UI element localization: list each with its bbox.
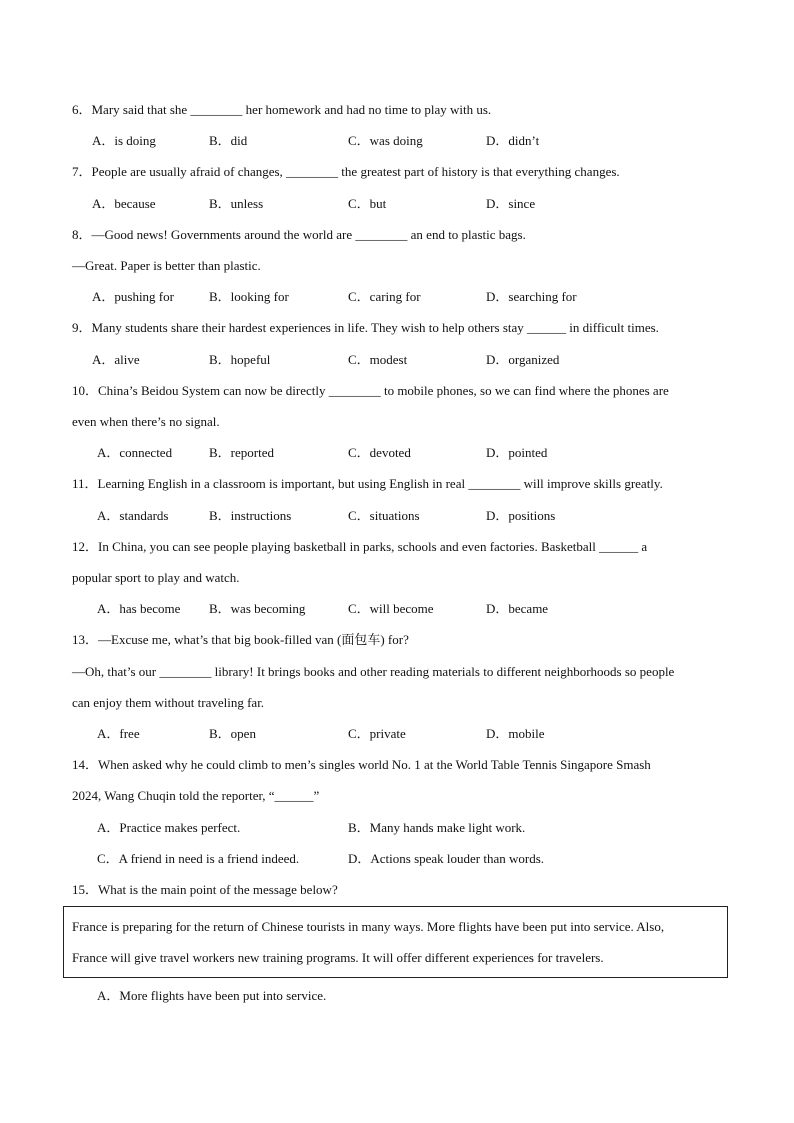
question-11-option-a: A．standards <box>97 508 169 523</box>
question-7-option-c: C．but <box>348 196 387 211</box>
question-14-option-b: B．Many hands make light work. <box>348 820 526 835</box>
passage-line-2: France will give travel workers new training programs. It will offer different experiences for travelers. <box>72 950 604 965</box>
question-7-option-a: A．because <box>92 196 156 211</box>
question-12-option-a: A．has become <box>97 601 181 616</box>
question-10-option-c: C．devoted <box>348 445 411 460</box>
question-8-option-d: D．searching for <box>486 289 577 304</box>
question-14-stem-line-2: 2024, Wang Chuqin told the reporter, “______” <box>72 788 320 803</box>
question-14-option-a: A．Practice makes perfect. <box>97 820 241 835</box>
question-7-option-b: B．unless <box>209 196 264 211</box>
question-8-option-a: A．pushing for <box>92 289 174 304</box>
question-15-stem: 15．What is the main point of the message below? <box>72 882 338 897</box>
question-13-stem-line-3: can enjoy them without traveling far. <box>72 695 265 710</box>
question-6-option-a: A．is doing <box>92 133 156 148</box>
question-11-option-d: D．positions <box>486 508 556 523</box>
question-11-option-b: B．instructions <box>209 508 292 523</box>
question-9-option-b: B．hopeful <box>209 352 271 367</box>
question-6-option-d: D．didn’t <box>486 133 540 148</box>
question-6-stem: 6．Mary said that she ________ her homework and had no time to play with us. <box>72 102 492 117</box>
question-11-option-c: C．situations <box>348 508 420 523</box>
question-9-stem: 9．Many students share their hardest experiences in life. They wish to help others stay ______ in difficult times. <box>72 320 659 335</box>
question-8-option-c: C．caring for <box>348 289 421 304</box>
question-14-stem: 14．When asked why he could climb to men’s singles world No. 1 at the World Table Tennis Singapore Smash <box>72 757 651 772</box>
question-7-stem: 7．People are usually afraid of changes, ________ the greatest part of history is that everything changes. <box>72 164 620 179</box>
passage-line-1: France is preparing for the return of Chinese tourists in many ways. More flights have been put into service. Also, <box>72 919 665 934</box>
question-7-option-d: D．since <box>486 196 536 211</box>
question-10-option-a: A．connected <box>97 445 173 460</box>
question-14-option-c: C．A friend in need is a friend indeed. <box>97 851 300 866</box>
question-12-option-b: B．was becoming <box>209 601 306 616</box>
question-10-stem: 10．China’s Beidou System can now be directly ________ to mobile phones, so we can find where the phones are <box>72 383 669 398</box>
question-13-stem: 13．—Excuse me, what’s that big book-filled van (面包车) for? <box>72 632 409 647</box>
question-10-stem-line-2: even when there’s no signal. <box>72 414 220 429</box>
question-13-option-a: A．free <box>97 726 140 741</box>
question-12-stem-line-2: popular sport to play and watch. <box>72 570 240 585</box>
question-6-option-b: B．did <box>209 133 248 148</box>
question-9-option-c: C．modest <box>348 352 408 367</box>
question-8-stem: 8．—Good news! Governments around the world are ________ an end to plastic bags. <box>72 227 526 242</box>
question-14-option-d: D．Actions speak louder than words. <box>348 851 545 866</box>
question-13-option-d: D．mobile <box>486 726 545 741</box>
question-9-option-a: A．alive <box>92 352 140 367</box>
question-15-option-a: A．More flights have been put into service. <box>97 988 327 1003</box>
question-12-option-d: D．became <box>486 601 549 616</box>
question-8-stem-line-2: —Great. Paper is better than plastic. <box>72 258 261 273</box>
question-10-option-b: B．reported <box>209 445 274 460</box>
question-9-option-d: D．organized <box>486 352 560 367</box>
passage-box <box>63 906 728 978</box>
question-8-option-b: B．looking for <box>209 289 289 304</box>
question-13-option-b: B．open <box>209 726 256 741</box>
question-12-option-c: C．will become <box>348 601 434 616</box>
question-13-stem-line-2: —Oh, that’s our ________ library! It brings books and other reading materials to different neighborhoods so people <box>72 664 675 679</box>
question-12-stem: 12．In China, you can see people playing basketball in parks, schools and even factories. Basketball ______ a <box>72 539 648 554</box>
question-10-option-d: D．pointed <box>486 445 548 460</box>
question-11-stem: 11．Learning English in a classroom is important, but using English in real ________ will improve skills greatly. <box>72 476 663 491</box>
question-6-option-c: C．was doing <box>348 133 423 148</box>
question-13-option-c: C．private <box>348 726 406 741</box>
